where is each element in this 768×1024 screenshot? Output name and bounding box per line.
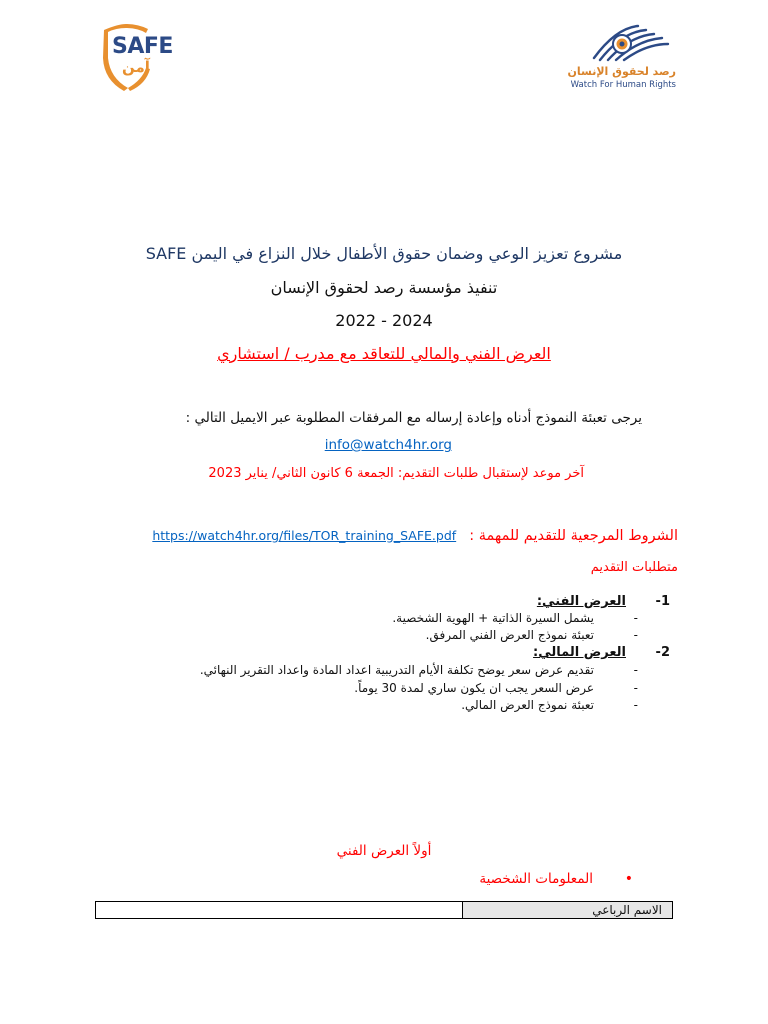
list-item-text: تقديم عرض سعر يوضح تكلفة الأيام التدريبية اعداد المادة واعداد التقرير النهائي. (199, 663, 594, 677)
submission-deadline: آخر موعد لإستقبال طلبات التقديم: الجمعة 6 كانون الثاني/ يناير 2023 (208, 466, 584, 481)
tor-link[interactable]: https://watch4hr.org/files/TOR_training_SAFE.pdf (152, 528, 457, 543)
section-number: 1- (655, 594, 670, 609)
watch-logo-english-name: Watch For Human Rights (570, 80, 676, 90)
project-title: مشروع تعزيز الوعي وضمان حقوق الأطفال خلال النزاع في اليمن SAFE (145, 244, 623, 263)
list-item (200, 663, 638, 677)
dash-bullet: - (633, 663, 638, 677)
list-item (354, 681, 638, 695)
requirement-section-financial (533, 645, 670, 660)
list-item (461, 698, 638, 712)
bullet-dot-icon: • (624, 871, 633, 887)
offer-title: العرض الفني والمالي للتعاقد مع مدرب / استشاري (217, 344, 551, 363)
dash-bullet: - (633, 681, 638, 695)
watch4hr-logo (567, 22, 680, 94)
tor-line (152, 525, 678, 544)
tor-label: الشروط المرجعية للتقديم للمهمة : (469, 528, 678, 544)
full-name-field[interactable] (96, 902, 463, 918)
safe-logo-text: SAFE (112, 34, 173, 59)
dash-bullet: - (633, 611, 638, 625)
contact-email-link[interactable]: info@watch4hr.org (324, 437, 452, 453)
list-item-text: تعبئة نموذج العرض المالي. (461, 698, 594, 712)
section-title: العرض المالي: (533, 645, 626, 660)
safe-logo-arabic: آمن (122, 58, 150, 76)
personal-info-table (95, 901, 673, 919)
section-title: العرض الفني: (536, 594, 626, 609)
list-item-text: عرض السعر يجب ان يكون ساري لمدة 30 يوماً. (354, 681, 594, 695)
list-item-text: يشمل السيرة الذاتية + الهوية الشخصية. (392, 611, 594, 625)
submission-instructions: يرجى تعبئة النموذج أدناه وإعادة إرساله مع المرفقات المطلوبة عبر الايميل التالي : (185, 410, 642, 426)
full-name-label: الاسم الرباعي (463, 902, 672, 918)
technical-offer-title: أولاً العرض الفني (336, 843, 432, 859)
section-number: 2- (655, 645, 670, 660)
project-years: 2022 - 2024 (335, 311, 433, 330)
personal-info-label: المعلومات الشخصية (479, 871, 593, 887)
list-item (392, 611, 638, 625)
requirements-heading: متطلبات التقديم (590, 560, 678, 575)
personal-info-heading (479, 871, 633, 887)
implementer-line: تنفيذ مؤسسة رصد لحقوق الإنسان (270, 278, 498, 297)
watch-logo-arabic-name: رصد لحقوق الإنسان (567, 65, 676, 78)
list-item-text: تعبئة نموذج العرض الفني المرفق. (425, 628, 594, 642)
eye-icon (576, 22, 680, 64)
safe-logo (98, 22, 180, 92)
list-item (426, 628, 638, 642)
dash-bullet: - (633, 628, 638, 642)
dash-bullet: - (633, 698, 638, 712)
requirement-section-technical (537, 594, 670, 609)
